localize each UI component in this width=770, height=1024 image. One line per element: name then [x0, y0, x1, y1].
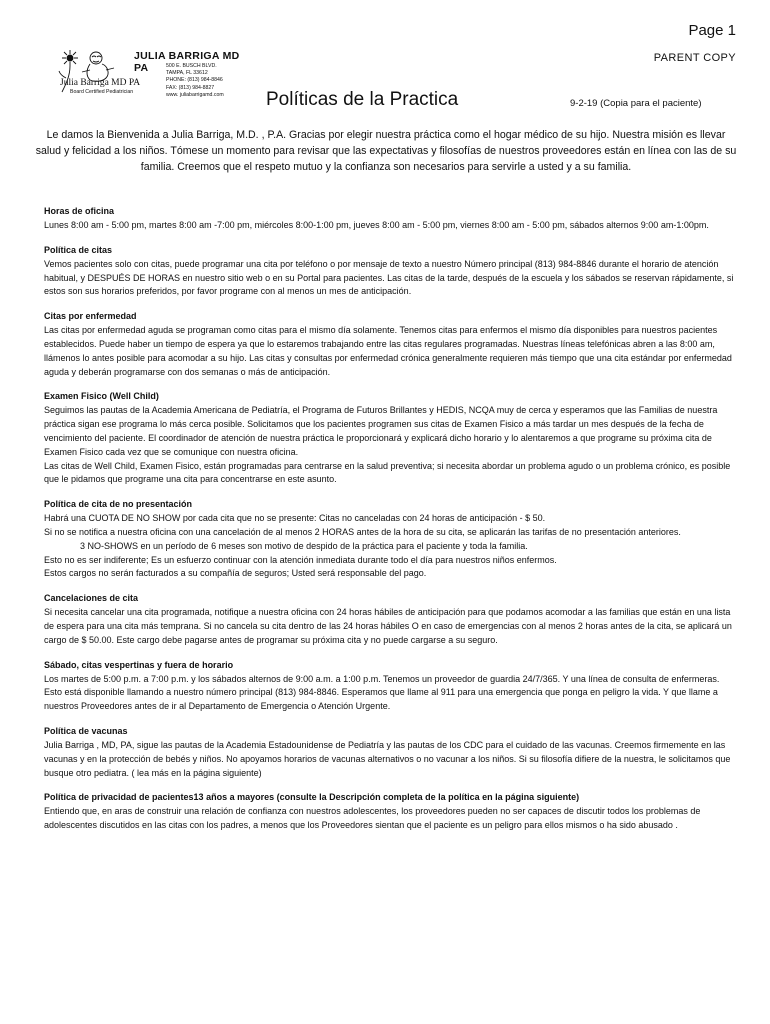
policy-section	[44, 791, 734, 833]
policy-section	[44, 498, 734, 581]
section-body	[44, 258, 734, 299]
section-title: Citas por enfermedad	[44, 311, 137, 322]
section-body	[44, 739, 734, 780]
section-paragraph: Vemos pacientes solo con citas, puede programar una cita por teléfono o por mensaje de texto a nuestro Número principal (813) 984-8846 durante el horario de atención habitual, y DESPUÉS DE HORAS en nuestro sitio web o en su Portal para pacientes. Las citas de la tarde, después de la escuela y los sábados se reservan rápidamente, si estos son sus horarios preferidos, por favor programe con al menos un mes de anticipación.	[44, 258, 734, 297]
section-paragraph: Los martes de 5:00 p.m. a 7:00 p.m. y los sábados alternos de 9:00 a.m. a 1:00 p.m. Tenemos un proveedor de guardia 24/7/365. Y una línea de consulta de enfermeras. Esto está disponible llamando a nuestro número principal (813) 984-8846. Esperamos que llame al 911 para una emergencia que ponga en peligro la vida. Y que llame a nuestros Proveedores antes de ir al Departamento de Emergencia o Atención Urgente.	[44, 673, 720, 712]
section-paragraph: Las citas de Well Child, Examen Fisico, están programadas para centrarse en la salud preventiva; si necesita abordar un problema agudo o un problema crónico, es posible que le pidamos que programe una cita para concentrarse en este asunto.	[44, 460, 731, 485]
logo-script-name: Julia Barriga MD PA	[60, 78, 141, 88]
section-paragraph: Las citas por enfermedad aguda se programan como citas para el mismo día solamente. Tenemos citas para enfermos el mismo día disponibles para nuestros pacientes establecidos. Puede haber un tiempo de espera ya que lo estaremos trabajando entre las citas regulares programadas. Nuestras líneas telefónicas abren a las 8:00 am, llámenos lo antes posible para acomodar a su hijo. Las citas y consultas por enfermedad crónica generalmente requieren más tiempo que una cita estándar por enfermedad aguda y deberán programarse con dos semanas o más de anticipación.	[44, 325, 732, 377]
section-body	[44, 673, 734, 714]
policy-section	[44, 205, 734, 233]
policy-section	[44, 659, 734, 714]
logo-subtitle: Board Certified Pediatrician	[70, 89, 134, 95]
document-title: Políticas de la Practica	[266, 89, 459, 110]
section-body	[44, 404, 734, 487]
section-paragraph: Habrá una CUOTA DE NO SHOW por cada cita que no se presente: Citas no canceladas con 24 horas de anticipación - $ 50.	[44, 513, 546, 524]
section-body	[44, 805, 734, 833]
section-paragraph: Si no se notifica a nuestra oficina con una cancelación de al menos 2 HORAS antes de la hora de su cita, se aplicarán las tarifas de no presentación anteriores.	[44, 526, 681, 537]
section-paragraph: Estos cargos no serán facturados a su compañía de seguros; Usted será responsable del pago.	[44, 568, 427, 579]
sunflower-child-logo-icon	[56, 48, 136, 106]
section-body	[44, 512, 734, 581]
policy-section	[44, 310, 734, 379]
section-title: Política de cita de no presentación	[44, 499, 193, 510]
section-title: Sábado, citas vespertinas y fuera de horario	[44, 659, 234, 670]
section-body	[44, 606, 734, 647]
section-title: Política de privacidad de pacientes13 años a mayores (consulte la Descripción completa de la política en la página siguiente)	[44, 792, 580, 803]
section-paragraph: Entiendo que, en aras de construir una relación de confianza con nuestros adolescentes, los proveedores pueden no ser capaces de discutir todos los problemas de adolescentes discutidos en las citas con los padres, a menos que los Proveedores sientan que el paciente es un peligro para ellos mismos o ha sido abusado .	[44, 806, 701, 831]
section-title: Horas de oficina	[44, 206, 115, 216]
welcome-paragraph: Le damos la Bienvenida a Julia Barriga, M.D. , P.A. Gracias por elegir nuestra práctica como el hogar médico de su hijo. Nuestra misión es llevar salud y felicidad a los niños. Tómese un momento para revisar que las expectativas y filosofías de nuestros proveedores están en línea con las de su familia. Creemos que el respeto mutuo y la confianza son necesarios para servirle a usted y a su familia.	[35, 129, 737, 173]
copy-label: PARENT COPY	[653, 52, 736, 64]
policy-section	[44, 244, 734, 299]
section-title: Examen Fisico (Well Child)	[44, 391, 159, 402]
section-body	[44, 219, 734, 233]
section-paragraph: Julia Barriga , MD, PA, sigue las pautas de la Academia Estadounidense de Pediatría y las pautas de los CDC para el cuidado de las vacunas. Creemos firmemente en las vacunas y en la protección de bebés y niños. No apoyamos horarios de vacunas alternativos o no vacunar a los niños. Si su filosofía difiere de la nuestra, le solicitamos que busque otro pediatra. ( lea más en la página siguiente)	[44, 739, 731, 778]
section-paragraph: Lunes 8:00 am - 5:00 pm, martes 8:00 am -7:00 pm, miércoles 8:00-1:00 pm, jueves 8:00 am - 5:00 pm, viernes 8:00 am - 5:00 pm, sábados alternos 9:00 am-1:00pm.	[44, 220, 709, 230]
section-paragraph: Si necesita cancelar una cita programada, notifique a nuestra oficina con 24 horas hábiles de anticipación para que podamos acomodar a las familias que están en una lista de espera para una cita más temprana. Si no cancela su cita dentro de las 24 horas hábiles O en caso de emergencias con al menos 2 horas antes de la cita, se aplicará un cargo de $ 50.00. Este cargo debe pagarse antes de programar su próxima cita y no puede cargarse a su seguro.	[44, 607, 732, 645]
policy-section	[44, 390, 734, 487]
logo-practice-name: JULIA BARRIGA MD PA	[134, 50, 240, 74]
section-paragraph: Seguimos las pautas de la Academia Americana de Pediatría, el Programa de Futuros Brillantes y HEDIS, NCQA muy de cerca y esperamos que las Familias de nuestra práctica sigan ese programa lo más cerca posible. Solicitamos que los pacientes programen sus citas de Examen Fisico a más tardar un mes después de la fecha de vencimiento del paciente. El coordinador de atención de nuestra práctica le proporcionará y explicará dicho horario y lo alentaremos a que programe su próxima cita de Examen Fisico cada vez que se comunique con nuestra oficina.	[44, 405, 718, 457]
page-number: Page 1	[688, 22, 736, 39]
section-title: Cancelaciones de cita	[44, 593, 139, 604]
policy-section	[44, 592, 734, 647]
document-date-note: 9-2-19 (Copia para el paciente)	[570, 98, 702, 109]
section-body	[44, 324, 734, 379]
section-paragraph: Esto no es ser indiferente; Es un esfuerzo continuar con la atención inmediata durante todo el día para nuestros niños enfermos.	[44, 554, 557, 565]
policy-section	[44, 725, 734, 780]
section-title: Política de vacunas	[44, 725, 128, 736]
logo-address: 500 E. BUSCH BLVD. TAMPA, FL 33612 PHONE: (813) 984-8846 FAX: (813) 984-8827 www. juliabarrigamd.com	[166, 63, 224, 98]
section-paragraph: 3 NO-SHOWS en un período de 6 meses son motivo de despido de la práctica para el paciente y toda la familia.	[80, 540, 528, 551]
policy-sections	[44, 205, 734, 844]
practice-logo	[56, 48, 256, 106]
section-title: Política de citas	[44, 244, 113, 255]
